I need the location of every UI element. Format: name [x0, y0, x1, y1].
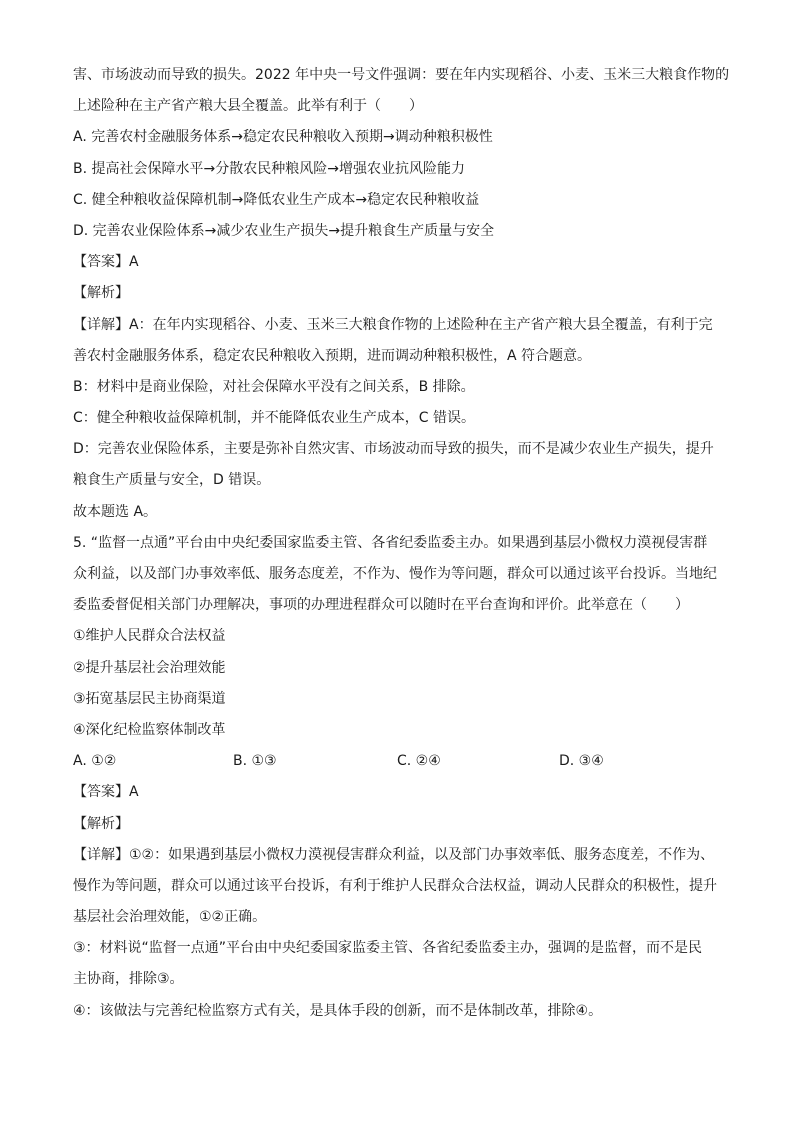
q4-stem-line: 害、市场波动而导致的损失。2022 年中央一号文件强调：要在年内实现稻谷、小麦、玉米三大粮食作物的	[73, 67, 730, 83]
q4-explanation-line: B：材料中是商业保险，对社会保障水平没有之间关系，B 排除。	[73, 378, 475, 395]
q5-stem-line: 委监委督促相关部门办理解决，事项的办理进程群众可以随时在平台查询和评价。此举意在（ ）	[73, 597, 689, 614]
q5-explanation-line: 主协商，排除③。	[73, 971, 184, 988]
q5-statement-2: ②提升基层社会治理效能	[73, 659, 226, 676]
q5-explanation-line: ③：材料说“监督一点通”平台由中央纪委国家监委主管、各省纪委监委主办，强调的是监督，而不是民	[73, 940, 703, 957]
q5-explanation-line: 基层社会治理效能，①②正确。	[73, 909, 267, 926]
q5-stem-line: 众利益，以及部门办事效率低、服务态度差，不作为、慢作为等问题，群众可以通过该平台投诉。当地纪	[73, 566, 717, 582]
q4-explanation-line: D：完善农业保险体系，主要是弥补自然灾害、市场波动而导致的损失，而不是减少农业生产损失，提升	[73, 441, 714, 458]
q5-options	[73, 746, 733, 777]
q5-answer: 【答案】A	[73, 784, 139, 801]
q4-conclusion: 故本题选 A。	[73, 503, 158, 520]
q5-option-a: A. ①②	[73, 753, 117, 770]
q4-option-a: A. 完善农村金融服务体系→稳定农民种粮收入预期→调动种粮积极性	[73, 129, 493, 146]
q5-statement-3: ③拓宽基层民主协商渠道	[73, 690, 226, 707]
q5-stem-line: 5. “监督一点通”平台由中央纪委国家监委主管、各省纪委监委主办。如果遇到基层小微权力漠视侵害群	[73, 534, 708, 551]
q4-explanation-line: 粮食生产质量与安全，D 错误。	[73, 472, 271, 489]
q5-analysis-heading: 【解析】	[73, 815, 129, 832]
q4-option-d: D. 完善农业保险体系→减少农业生产损失→提升粮食生产质量与安全	[73, 222, 495, 239]
q5-option-b: B. ①③	[233, 753, 277, 770]
q5-statement-4: ④深化纪检监察体制改革	[73, 721, 226, 738]
exam-page	[73, 60, 733, 1027]
q5-option-c: C. ②④	[397, 753, 441, 770]
q4-explanation-line: 【详解】A：在年内实现稻谷、小麦、玉米三大粮食作物的上述险种在主产省产粮大县全覆盖，有利于完	[73, 316, 713, 333]
q4-answer: 【答案】A	[73, 254, 139, 271]
q4-option-c: C. 健全种粮收益保障机制→降低农业生产成本→稳定农民种粮收益	[73, 191, 480, 208]
q4-analysis-heading: 【解析】	[73, 285, 129, 302]
q5-explanation-line: 【详解】①②：如果遇到基层小微权力漠视侵害群众利益，以及部门办事效率低、服务态度差，不作为、	[73, 846, 715, 863]
q4-explanation-line: C：健全种粮收益保障机制，并不能降低农业生产成本，C 错误。	[73, 410, 475, 427]
q4-stem-line: 上述险种在主产省产粮大县全覆盖。此举有利于（ ）	[73, 98, 423, 115]
question-5	[73, 528, 733, 1027]
q4-option-b: B. 提高社会保障水平→分散农民种粮风险→增强农业抗风险能力	[73, 160, 465, 177]
question-4	[73, 60, 733, 528]
q5-explanation-line: ④：该做法与完善纪检监察方式有关，是具体手段的创新，而不是体制改革，排除④。	[73, 1002, 603, 1019]
q4-explanation-line: 善农村金融服务体系，稳定农民种粮收入预期，进而调动种粮积极性，A 符合题意。	[73, 347, 592, 364]
q5-option-d: D. ③④	[559, 753, 604, 770]
q5-statement-1: ①维护人民群众合法权益	[73, 628, 226, 645]
q5-explanation-line: 慢作为等问题，群众可以通过该平台投诉，有利于维护人民群众合法权益，调动人民群众的积极性，提升	[73, 877, 717, 894]
